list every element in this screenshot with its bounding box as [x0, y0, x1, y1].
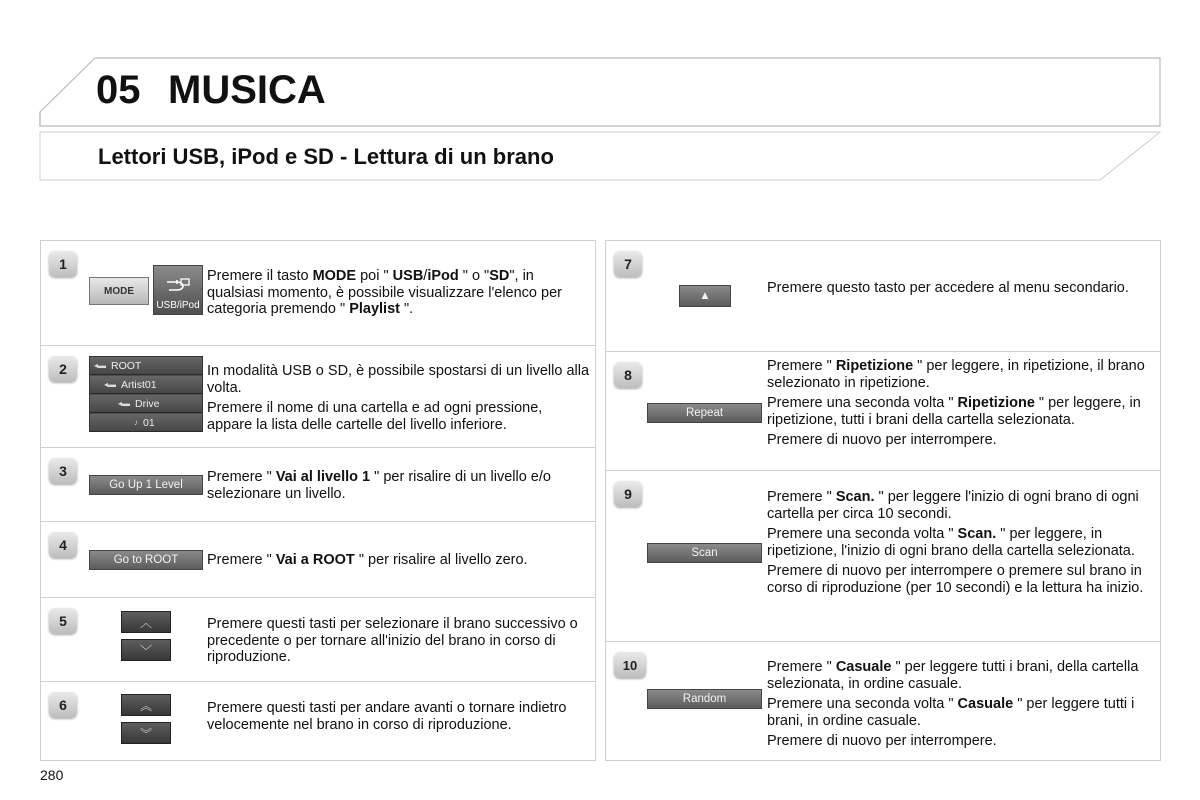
right-instructions-panel — [605, 240, 1161, 761]
folder-back-icon: ◂▬ — [104, 380, 117, 389]
instruction-text — [207, 469, 591, 506]
instruction-paragraph: Premere questi tasti per selezionare il brano successivo o precedente o per tornare all'inizio del brano in corso di riproduzione. — [207, 616, 578, 665]
step-number-badge: 9 — [614, 481, 642, 507]
folder-item[interactable]: ◂▬ Artist01 — [90, 376, 202, 394]
fast-forward-button[interactable] — [121, 722, 171, 744]
previous-track-button[interactable] — [121, 611, 171, 633]
folder-back-icon: ◂▬ — [94, 361, 107, 370]
instruction-paragraph: Premere questi tasti per andare avanti o tornare indietro velocemente nel brano in corso di riproduzione. — [207, 700, 567, 733]
instruction-paragraph: Premere una seconda volta " Scan. " per leggere, in ripetizione, l'inizio di ogni brano della cartella selezionata. — [767, 526, 1135, 559]
go-to-root-button[interactable]: Go to ROOT — [89, 550, 203, 570]
step-number-badge: 5 — [49, 608, 77, 634]
step-number-badge: 8 — [614, 362, 642, 388]
fast-backward-button[interactable] — [121, 694, 171, 716]
folder-item[interactable]: ♪ 01 — [90, 414, 202, 432]
chapter-title: MUSICA — [168, 68, 326, 112]
usb-ipod-button[interactable] — [153, 265, 203, 315]
instruction-paragraph: Premere " Vai a ROOT " per risalire al livello zero. — [207, 552, 528, 568]
instruction-row-10 — [606, 641, 1160, 762]
folder-item[interactable]: ◂▬ Drive — [90, 395, 202, 413]
instruction-paragraph: Premere questo tasto per accedere al menu secondario. — [767, 280, 1129, 296]
instruction-row-2 — [41, 345, 595, 447]
step-number-badge: 1 — [49, 251, 77, 277]
page-number: 280 — [40, 767, 64, 783]
instruction-row-3 — [41, 447, 595, 521]
secondary-menu-button[interactable] — [679, 285, 731, 307]
instruction-text — [767, 659, 1151, 754]
instruction-paragraph: Premere di nuovo per interrompere. — [767, 432, 997, 448]
instruction-text — [767, 489, 1151, 600]
instruction-row-5 — [41, 597, 595, 681]
instruction-text — [767, 280, 1147, 301]
mode-button[interactable]: MODE — [89, 277, 149, 305]
double-chevron-down-icon: ︾ — [139, 726, 152, 741]
instruction-paragraph: Premere il nome di una cartella e ad ogni pressione, appare la lista delle cartelle del livello inferiore. — [207, 400, 543, 433]
instruction-text — [207, 700, 591, 737]
instruction-paragraph: Premere una seconda volta " Casuale " per leggere tutti i brani, in ordine casuale. — [767, 696, 1135, 729]
double-chevron-up-icon: ︽ — [139, 698, 152, 713]
repeat-button[interactable]: Repeat — [647, 403, 762, 423]
instruction-text — [207, 616, 591, 670]
section-title: Lettori USB, iPod e SD - Lettura di un brano — [98, 144, 554, 169]
instruction-row-9 — [606, 470, 1160, 641]
instruction-paragraph: Premere il tasto MODE poi " USB/iPod " o "SD", in qualsiasi momento, è possibile visualizzare l'elenco per categoria premendo " Playlist ". — [207, 268, 562, 317]
step-number-badge: 4 — [49, 532, 77, 558]
instruction-text — [767, 358, 1151, 453]
step-number-badge: 10 — [614, 652, 646, 678]
next-track-button[interactable] — [121, 639, 171, 661]
instruction-paragraph: Premere " Ripetizione " per leggere, in ripetizione, il brano selezionato in ripetizione. — [767, 358, 1145, 391]
folder-back-icon: ◂▬ — [118, 399, 131, 408]
music-note-icon: ♪ — [134, 418, 138, 427]
instruction-paragraph: Premere di nuovo per interrompere. — [767, 733, 997, 749]
instruction-paragraph: Premere una seconda volta " Ripetizione " per leggere, in ripetizione, tutti i brani della cartella selezionata. — [767, 395, 1141, 428]
instruction-paragraph: Premere " Scan. " per leggere l'inizio di ogni brano di ogni cartella per circa 10 secondi. — [767, 489, 1139, 522]
instruction-row-6 — [41, 681, 595, 762]
instruction-row-4 — [41, 521, 595, 597]
instruction-row-8 — [606, 351, 1160, 470]
instruction-text — [207, 268, 587, 322]
instruction-row-1 — [41, 241, 595, 345]
scan-button[interactable]: Scan — [647, 543, 762, 563]
usb-ipod-label: USB/iPod — [156, 300, 200, 311]
random-button[interactable]: Random — [647, 689, 762, 709]
step-number-badge: 3 — [49, 458, 77, 484]
chevron-up-icon: ︿ — [139, 615, 152, 630]
instruction-text — [207, 552, 591, 573]
left-instructions-panel — [40, 240, 596, 761]
usb-plug-icon — [163, 274, 193, 300]
go-up-level-button[interactable]: Go Up 1 Level — [89, 475, 203, 495]
instruction-text — [207, 363, 591, 437]
instruction-paragraph: In modalità USB o SD, è possibile spostarsi di un livello alla volta. — [207, 363, 590, 396]
instruction-paragraph: Premere di nuovo per interrompere o premere sul brano in corso di riproduzione (per 10 secondi) e la lettura ha inizio. — [767, 563, 1144, 596]
instruction-paragraph: Premere " Casuale " per leggere tutti i brani, della cartella selezionata, in ordine casuale. — [767, 659, 1139, 692]
triangle-up-icon: ▲ — [699, 290, 711, 302]
folder-list — [89, 356, 203, 432]
instruction-paragraph: Premere " Vai al livello 1 " per risalire di un livello e/o selezionare un livello. — [207, 469, 551, 502]
folder-item[interactable]: ◂▬ ROOT — [90, 357, 202, 375]
step-number-badge: 2 — [49, 356, 77, 382]
step-number-badge: 7 — [614, 251, 642, 277]
chapter-number: 05 — [96, 68, 141, 112]
chevron-down-icon: ﹀ — [139, 643, 152, 658]
instruction-row-7 — [606, 241, 1160, 351]
step-number-badge: 6 — [49, 692, 77, 718]
